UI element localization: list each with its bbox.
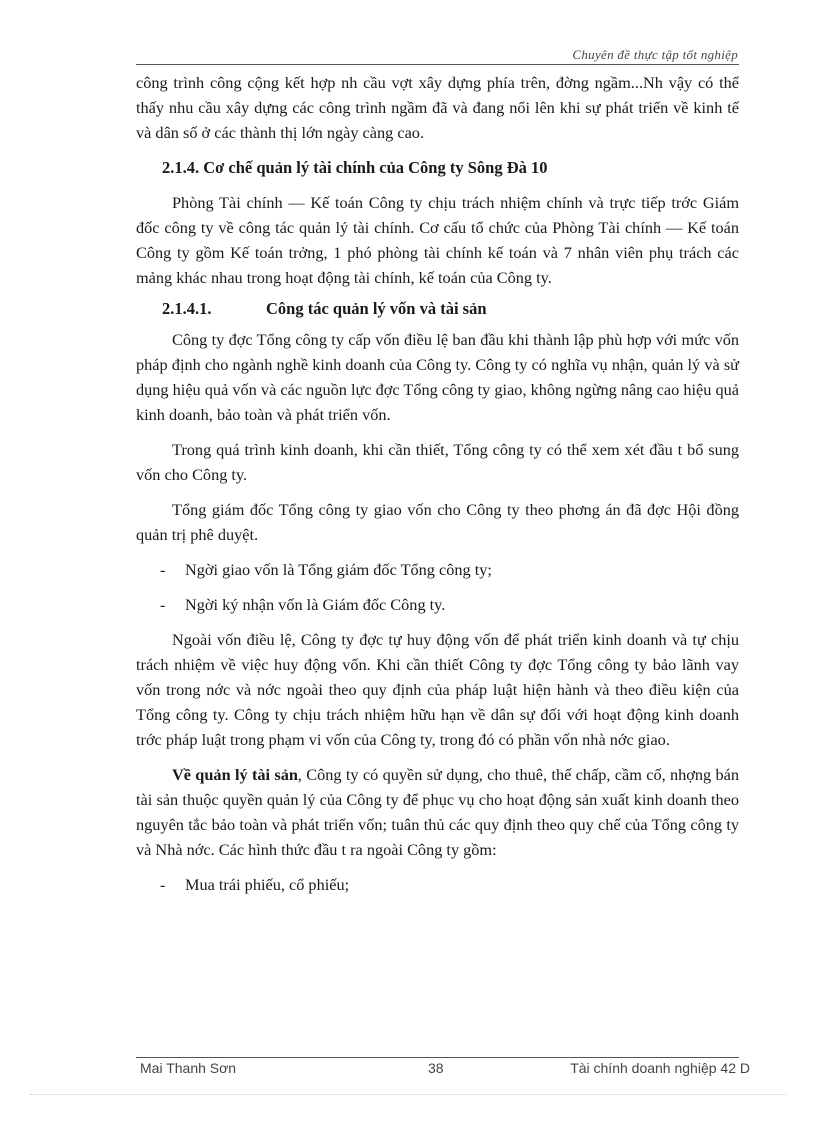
list-item-text: Ngời ký nhận vốn là Giám đốc Công ty. — [185, 595, 446, 614]
page-body — [136, 70, 739, 897]
footer-author: Mai Thanh Sơn — [140, 1060, 237, 1076]
paragraph: Tổng giám đốc Tổng công ty giao vốn cho Công ty theo phơng án đã đợc Hội đồng quản trị phê duyệt. — [136, 500, 739, 544]
paragraph: Trong quá trình kinh doanh, khi cần thiết, Tổng công ty có thể xem xét đầu t bổ sung vốn cho Công ty. — [136, 440, 739, 484]
bullet-dash: - — [160, 595, 166, 614]
footer-class: Tài chính doanh nghiệp 42 D — [570, 1060, 750, 1076]
paragraph: công trình công cộng kết hợp nh cầu vợt xây dựng phía trên, đờng ngầm...Nh vậy có thể thấy nhu cầu xây dựng các công trình ngầm đã và đang nổi lên khi sự phát triển về kinh tế và dân số ở các thành thị lớn ngày càng cao. — [136, 73, 739, 142]
list-item — [136, 557, 739, 582]
footer-rule — [136, 1057, 739, 1058]
running-header: Chuyên đề thực tập tốt nghiệp — [572, 47, 738, 62]
bold-lead: Về quản lý tài sản — [172, 765, 298, 784]
paragraph: Phòng Tài chính — Kế toán Công ty chịu trách nhiệm chính và trực tiếp trớc Giám đốc công ty về công tác quản lý tài chính. Cơ cấu tổ chức của Phòng Tài chính — Kế toán Công ty gồm Kế toán trởng, 1 phó phòng tài chính kế toán và 7 nhân viên phụ trách các mảng khác nhau trong hoạt động tài chính, kế toán của Công ty. — [136, 193, 739, 287]
subsection-title: Công tác quản lý vốn và tài sản — [266, 299, 487, 318]
bullet-dash: - — [160, 875, 166, 894]
paragraph: Ngoài vốn điều lệ, Công ty đợc tự huy động vốn để phát triển kinh doanh và tự chịu trách nhiệm về việc huy động vốn. Khi cần thiết Công ty đợc Tổng công ty bảo lãnh vay vốn trong nớc và nớc ngoài theo quy định của pháp luật hiện hành và theo điều kiện của Tổng công ty. Công ty chịu trách nhiệm hữu hạn về dân sự đối với hoạt động kinh doanh trớc pháp luật trong phạm vi vốn của Công ty, trong đó có phần vốn nhà nớc giao. — [136, 630, 739, 749]
bullet-dash: - — [160, 560, 166, 579]
list-item — [136, 592, 739, 617]
section-heading: 2.1.4. Cơ chế quản lý tài chính của Công ty Sông Đà 10 — [162, 158, 548, 177]
list-item-text: Mua trái phiếu, cổ phiếu; — [185, 875, 350, 894]
list-item-text: Ngời giao vốn là Tổng giám đốc Tổng công ty; — [185, 560, 492, 579]
subsection-heading — [162, 296, 739, 321]
paragraph-text: , Công ty có quyền sử dụng, cho thuê, thế chấp, cầm cố, nhợng bán tài sản thuộc quyền quản lý của Công ty để phục vụ cho hoạt động sản xuất kinh doanh theo nguyên tắc bảo toàn và phát triển vốn; tuân thủ các quy định theo quy chế của Tổng công ty và Nhà nớc. Các hình thức đầu t ra ngoài Công ty gồm: — [136, 765, 739, 859]
page-number: 38 — [428, 1060, 444, 1076]
paragraph: Công ty đợc Tổng công ty cấp vốn điều lệ ban đầu khi thành lập phù hợp với mức vốn pháp định cho ngành nghề kinh doanh của Công ty. Công ty có nghĩa vụ nhận, quản lý và sử dụng hiệu quả vốn và các nguồn lực đợc Tổng công ty giao, không ngừng nâng cao hiệu quả kinh doanh, bảo toàn và phát triển vốn. — [136, 330, 739, 424]
list-item — [136, 872, 739, 897]
subsection-number: 2.1.4.1. — [162, 299, 212, 318]
header-rule — [136, 64, 739, 65]
paragraph — [136, 762, 739, 862]
page-edge-divider — [30, 1094, 786, 1095]
